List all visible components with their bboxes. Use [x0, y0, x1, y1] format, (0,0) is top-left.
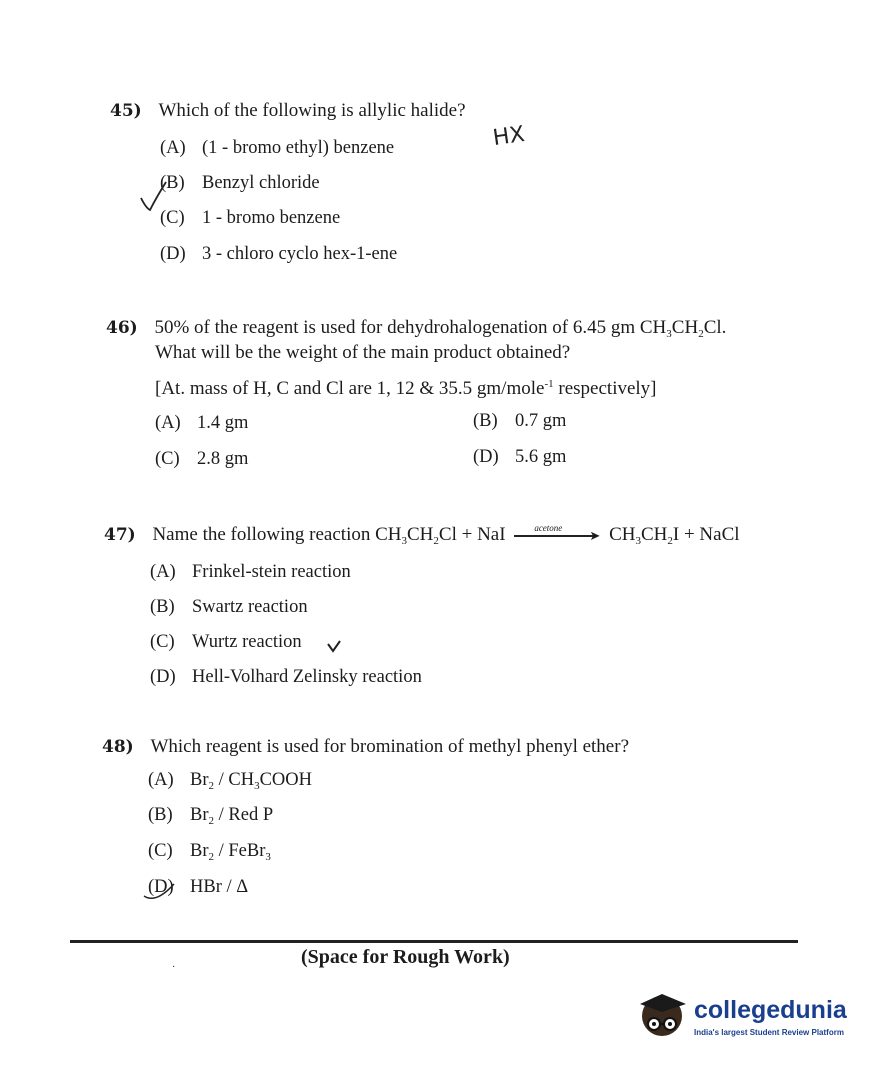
dot-mark: · — [172, 962, 176, 973]
option-b — [473, 411, 566, 432]
handwritten-annotation: HX — [491, 121, 527, 152]
option-text: 0.7 gm — [515, 411, 567, 431]
option-label: (B) — [148, 805, 173, 825]
divider — [70, 940, 798, 943]
option-label: (C) — [155, 449, 180, 469]
option-label: (C) — [160, 208, 185, 228]
option-label: (A) — [150, 562, 176, 582]
option-text: $Br_2$ / $CH_3COOH$ — [190, 770, 313, 792]
option-label: (D) — [148, 877, 174, 897]
logo-tagline: India's largest Student Review Platform — [694, 1028, 844, 1037]
option-d — [160, 244, 397, 265]
option-c — [150, 632, 302, 653]
question-number: 48) — [102, 737, 134, 757]
option-text: $Br_2$ / Red P — [190, 805, 274, 827]
logo-mascot-icon — [632, 982, 694, 1048]
answer-circle-icon — [140, 878, 178, 904]
option-text: HBr / Δ — [190, 877, 249, 897]
question-text: Which of the following is allylic halide? — [158, 100, 466, 121]
question-45 — [110, 100, 466, 122]
question-number: 46) — [106, 318, 138, 338]
option-d — [150, 667, 422, 688]
option-a — [150, 562, 351, 583]
option-a — [160, 138, 394, 159]
option-b — [160, 173, 320, 194]
question-number: 47) — [104, 525, 136, 545]
option-text: Wurtz reaction — [192, 632, 302, 652]
question-text-line1: 50% of the reagent is used for dehydrohalogenation of 6.45 gm $CH_3CH_2Cl$. — [154, 317, 727, 340]
option-label: (D) — [150, 667, 176, 687]
option-text: 5.6 gm — [515, 447, 567, 467]
option-text: 2.8 gm — [197, 449, 249, 469]
question-text-line2: What will be the weight of the main product obtained? — [155, 342, 571, 363]
option-text: (1 - bromo ethyl) benzene — [202, 138, 395, 158]
option-label: (A) — [160, 138, 186, 158]
option-label: (C) — [148, 841, 173, 861]
option-label: (A) — [148, 770, 174, 790]
question-text: Which reagent is used for bromination of methyl phenyl ether? — [150, 736, 629, 757]
question-47 — [104, 524, 740, 547]
option-label: (B) — [150, 597, 175, 617]
question-text: Name the following reaction $CH_3CH_2Cl$ + NaI — [152, 524, 506, 547]
logo — [632, 982, 882, 1062]
option-text: 1 - bromo benzene — [202, 208, 341, 228]
option-d — [473, 447, 566, 468]
option-b — [150, 597, 308, 618]
reaction-arrow-icon: acetone ➤ — [514, 526, 600, 542]
option-text: $Br_2$ / FeBr$_3$ — [190, 841, 271, 863]
arrow-condition: acetone — [534, 523, 563, 533]
option-label: (B) — [160, 173, 185, 193]
option-label: (D) — [160, 244, 186, 264]
option-label: (B) — [473, 411, 498, 431]
option-label: (D) — [473, 447, 499, 467]
question-text-line3: [At. mass of H, C and Cl are 1, 12 & 35.5 gm/mole$^{-1}$ respectively] — [155, 378, 657, 399]
option-a — [148, 770, 312, 792]
tick-mark-icon — [326, 638, 342, 654]
question-number: 45) — [110, 101, 142, 121]
option-a — [155, 413, 248, 434]
option-label: (A) — [155, 413, 181, 433]
option-text: 3 - chloro cyclo hex-1-ene — [202, 244, 398, 264]
option-text: Hell-Volhard Zelinsky reaction — [192, 667, 422, 687]
question-48 — [102, 736, 629, 758]
option-text: Swartz reaction — [192, 597, 308, 617]
logo-name: collegedunia — [694, 996, 847, 1024]
option-c — [148, 841, 271, 863]
question-46 — [106, 317, 726, 340]
option-text: Benzyl chloride — [202, 173, 320, 193]
option-b — [148, 805, 273, 827]
option-c — [160, 208, 340, 229]
page-footer: (Space for Rough Work) — [301, 946, 510, 968]
option-c — [155, 449, 248, 470]
option-text: 1.4 gm — [197, 413, 249, 433]
option-text: Frinkel-stein reaction — [192, 562, 351, 582]
reaction-product: $CH_3CH_2I$ + NaCl — [609, 524, 740, 547]
option-label: (C) — [150, 632, 175, 652]
